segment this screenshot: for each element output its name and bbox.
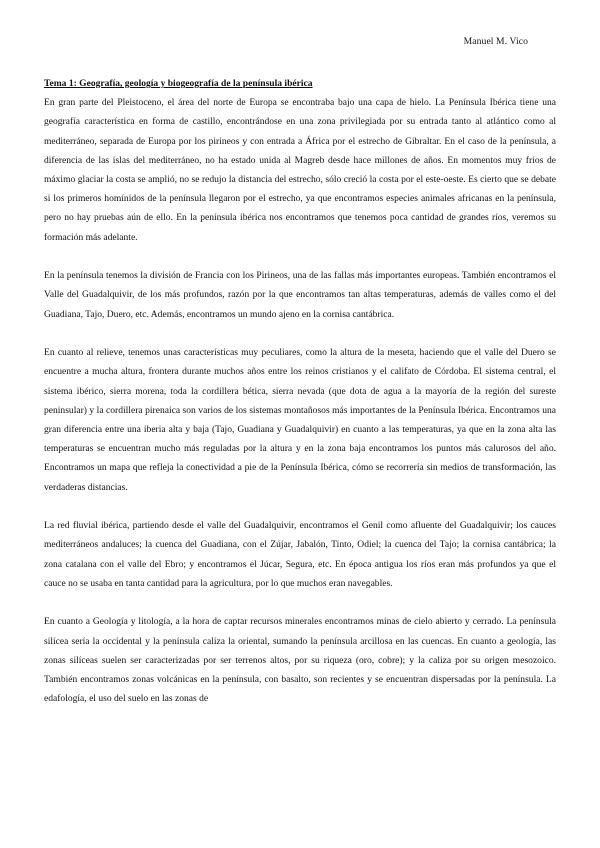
paragraph-pirineos: En la península tenemos la división de Francia con los Pirineos, una de las fallas más importantes europeas. También encontramos el Valle del Guadalquivir, de los más profundos, razón por la que encontramos tan altas temperaturas, además de valles como el del Guadiana, Tajo, Duero, etc. Además, encontramos un mundo ajeno en la cornisa cantábrica. (44, 270, 556, 320)
document-body (44, 74, 556, 728)
author-name: Manuel M. Vico (463, 36, 528, 47)
paragraph-geologia: En cuanto a Geología y litología, a la hora de captar recursos minerales encontramos minas de cielo abierto y cerrado. La península silícea sería la occidental y la península caliza la oriental, sumando la península arcillosa en las cuencas. En cuanto a geología, las zonas silíceas suelen ser caracterizadas por ser terrenos altos, por su riqueza (oro, cobre); y la caliza por su origen mesozoico. También encontramos zonas volcánicas en la península, con basalto, son recientes y se encuentran dispersadas por la península. La edafología, el uso del suelo en las zonas de (44, 616, 556, 705)
paragraph-pleistoceno: En gran parte del Pleistoceno, el área del norte de Europa se encontraba bajo una capa de hielo. La Península Ibérica tiene una geografía característica en forma de castillo, encontrándose en una zona privilegiada por su entrada tanto al atlántico como al mediterráneo, separada de Europa por los pirineos y con entrada a África por el estrecho de Gibraltar. En el caso de la península, a diferencia de las islas del mediterráneo, no ha estado unida al Magreb desde hace millones de años. En momentos muy fríos de máximo glaciar la costa se amplió, no se redujo la distancia del estrecho, sólo creció la costa por el este-oeste. Es cierto que se debate si los primeros homínidos de la península llegaron por el estrecho, ya que encontramos especies animales africanas en la península, pero no hay pruebas aún de ello. En la península ibérica nos encontramos que tenemos poca cantidad de grandes ríos, veremos su formación más adelante. (44, 97, 556, 243)
paragraph-red-fluvial: La red fluvial ibérica, partiendo desde el valle del Guadalquivir, encontramos el Genil como afluente del Guadalquivir; los cauces mediterráneos andaluces; la cuenca del Guadiana, con el Zújar, Jabalón, Tinto, Odiel; la cuenca del Tajo; la cornisa cantábrica; la zona catalana con el valle del Ebro; y encontramos el Júcar, Segura, etc. En época antigua los ríos eran más profundos ya que el cauce no se usaba en tanta cantidad para la agricultura, por lo que muchos eran navegables. (44, 520, 556, 589)
paragraph-relieve: En cuanto al relieve, tenemos unas características muy peculiares, como la altura de la meseta, haciendo que el valle del Duero se encuentre a mucha altura, frontera durante muchos años entre los reinos cristianos y el califato de Córdoba. El sistema central, el sistema ibérico, sierra morena, toda la cordillera bética, sierra nevada (que dota de agua a la mayoría de la región del sureste peninsular) y la cordillera pirenaica son varios de los sistemas montañosos más importantes de la Península Ibérica. Encontramos una gran diferencia entre una iberia alta y baja (Tajo, Guadiana y Guadalquivir) en cuanto a las temperaturas, ya que en la zona alta las temperaturas se encuentran mucho más reguladas por la altura y en la zona baja encontramos los puntos más calurosos del año. Encontramos un mapa que refleja la conectividad a pie de la Península Ibérica, cómo se recorrería sin medios de transformación, las verdaderas distancias. (44, 347, 556, 493)
section-title: Tema 1: Geografía, geología y biogeografía de la península ibérica (44, 78, 313, 89)
